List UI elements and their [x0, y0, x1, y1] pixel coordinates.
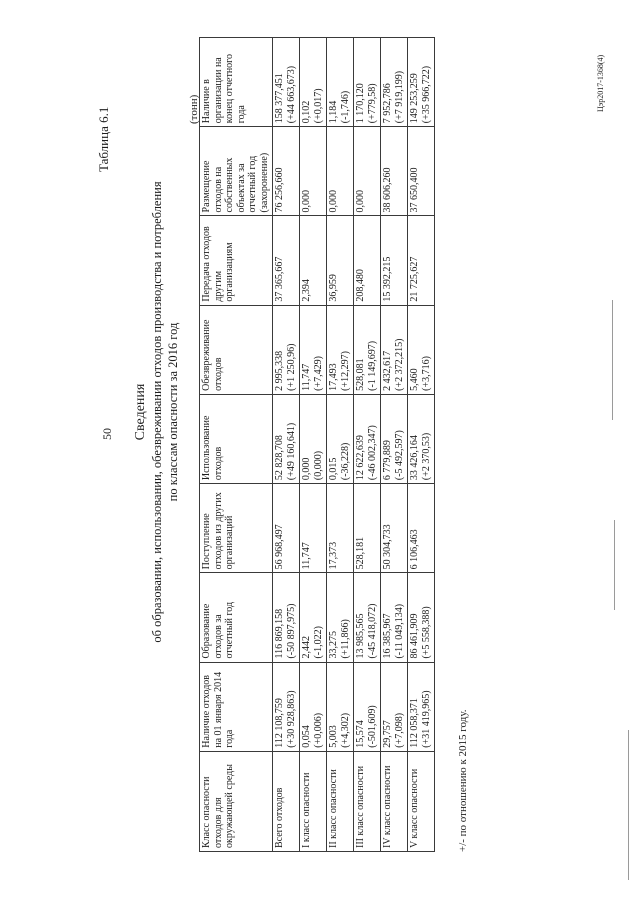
cell-delta: (+30 928,863) — [285, 690, 297, 748]
table-cell — [408, 127, 435, 216]
cell-value: 33 426,164 — [409, 435, 420, 481]
cell-value: 2,394 — [301, 279, 312, 302]
table-cell — [354, 662, 381, 751]
header-cell: Поступление отходов из других организаций — [200, 484, 273, 573]
table-label: Таблица 6.1 — [96, 106, 111, 172]
header-cell: Наличие в организации на конец отчетного года — [200, 38, 273, 127]
header-cell: Обезвреживание отходов — [200, 305, 273, 394]
cell-value: 528,081 — [355, 358, 366, 391]
table-header-row — [200, 38, 273, 852]
waste-table — [199, 37, 435, 852]
cell-delta: (+31 419,965) — [420, 690, 432, 748]
cell-value: 2 995,338 — [274, 350, 285, 391]
cell-delta: (-36,228) — [339, 442, 351, 481]
table-cell — [273, 305, 300, 394]
row-label: III класс опасности — [354, 751, 381, 851]
cell-delta: (-5 492,597) — [393, 430, 405, 481]
table-cell — [381, 484, 408, 573]
header-cell: Использование отходов — [200, 394, 273, 483]
page-number: 50 — [100, 428, 114, 440]
table-cell — [327, 38, 354, 127]
heading-line-2: об образовании, использовании, обезвреживании отходов производства и потребления — [150, 181, 164, 643]
cell-value: 112 058,371 — [409, 698, 420, 748]
table-cell — [273, 216, 300, 305]
cell-value: 0,000 — [301, 457, 312, 481]
cell-value: 13 985,565 — [355, 613, 366, 659]
cell-value: 116 869,158 — [274, 608, 285, 659]
cell-value: 11,747 — [301, 542, 312, 570]
cell-value: 16 385,967 — [382, 613, 393, 659]
table-cell — [327, 305, 354, 394]
cell-delta: (+2 372,215) — [393, 338, 405, 391]
cell-value: 37 365,667 — [274, 256, 285, 302]
cell-value: 38 606,260 — [382, 167, 393, 213]
table-cell — [381, 305, 408, 394]
cell-delta: (+5 558,388) — [420, 606, 432, 659]
table-cell — [327, 484, 354, 573]
footnote: +/- по отношению к 2015 году. — [457, 709, 469, 852]
cell-delta: (+49 160,641) — [285, 422, 297, 481]
table-cell — [354, 484, 381, 573]
cell-delta: (+0,017) — [312, 88, 324, 124]
rotated-content — [4, 2, 640, 872]
cell-value: 11,747 — [301, 363, 312, 391]
header-cell: Размещение отходов на собственных объектах за отчетный год (захоронение) — [200, 127, 273, 216]
cell-value: 37 650,400 — [409, 167, 420, 213]
cell-value: 36,959 — [328, 274, 339, 302]
table-cell — [327, 127, 354, 216]
table-row — [327, 38, 354, 852]
table-row — [354, 38, 381, 852]
cell-value: 5,460 — [409, 368, 420, 391]
table-cell — [300, 305, 327, 394]
cell-delta: (+779,58) — [366, 83, 378, 124]
document-stamp: Цэр2017-1368(4) — [596, 54, 605, 112]
cell-delta: (+2 370,53) — [420, 432, 432, 481]
table-cell — [273, 38, 300, 127]
cell-delta: (-1,746) — [339, 90, 351, 124]
table-cell — [273, 127, 300, 216]
cell-value: 2 432,617 — [382, 350, 393, 391]
table-cell — [354, 573, 381, 662]
cell-delta: (-11 049,134) — [393, 603, 405, 659]
cell-delta: (+7,098) — [393, 712, 405, 748]
cell-delta: (-46 002,347) — [366, 425, 378, 481]
table-cell — [354, 394, 381, 483]
row-label: V класс опасности — [408, 751, 435, 851]
cell-value: 0,054 — [301, 725, 312, 748]
cell-value: 56 968,497 — [274, 524, 285, 570]
unit-label: (тонн) — [188, 94, 200, 124]
cell-value: 112 108,759 — [274, 698, 285, 748]
cell-delta: (-1,022) — [312, 626, 324, 659]
cell-value: 6 779,889 — [382, 440, 393, 481]
cell-delta: (+4,302) — [339, 712, 351, 748]
cell-delta: (+7 919,199) — [393, 70, 405, 124]
table-cell — [408, 305, 435, 394]
table-cell — [354, 127, 381, 216]
cell-value: 208,480 — [355, 269, 366, 302]
header-cell: Класс опасности отходов для окружающей среды — [200, 751, 273, 851]
table-row — [300, 38, 327, 852]
table-row — [408, 38, 435, 852]
table-cell — [300, 38, 327, 127]
heading-line-3: по классам опасности за 2016 год — [166, 322, 180, 502]
cell-value: 0,000 — [301, 189, 312, 213]
cell-value: 21 725,627 — [409, 256, 420, 302]
table-cell — [354, 38, 381, 127]
cell-value: 6 106,463 — [409, 529, 420, 570]
table-cell — [381, 127, 408, 216]
cell-value: 17,493 — [328, 363, 339, 391]
table-row — [381, 38, 408, 852]
cell-delta: (-1 149,697) — [366, 340, 378, 391]
cell-value: 0,000 — [355, 189, 366, 213]
cell-delta: (+0,006) — [312, 712, 324, 748]
table-cell — [327, 662, 354, 751]
table-cell — [381, 38, 408, 127]
cell-value: 149 253,259 — [409, 73, 420, 124]
table-cell — [300, 662, 327, 751]
table-cell — [408, 573, 435, 662]
heading-title: Сведения — [133, 383, 148, 441]
cell-value: 52 828,708 — [274, 435, 285, 481]
cell-delta: (+7,429) — [312, 356, 324, 391]
cell-delta: (+12,297) — [339, 351, 351, 391]
cell-value: 7 952,786 — [382, 83, 393, 124]
cell-value: 33,275 — [328, 631, 339, 659]
cell-delta: (+44 663,673) — [285, 65, 297, 124]
cell-value: 5,003 — [328, 725, 339, 748]
table-cell — [273, 394, 300, 483]
cell-value: 528,181 — [355, 536, 366, 570]
table-cell — [300, 394, 327, 483]
table-cell — [327, 394, 354, 483]
table-cell — [381, 662, 408, 751]
cell-delta: (+11,866) — [339, 619, 351, 659]
table-cell — [300, 216, 327, 305]
row-label: IV класс опасности — [381, 751, 408, 851]
cell-value: 17,373 — [328, 541, 339, 570]
table-cell — [273, 662, 300, 751]
cell-delta: (+1 250,96) — [285, 343, 297, 391]
table-cell — [327, 216, 354, 305]
cell-value: 15 392,215 — [382, 256, 393, 302]
table-cell — [354, 305, 381, 394]
cell-value: 29,757 — [382, 720, 393, 748]
header-cell: Наличие отходов на 01 января 2014 года — [200, 662, 273, 751]
table-cell — [381, 573, 408, 662]
cell-value: 2,442 — [301, 636, 312, 659]
cell-value: 12 622,639 — [355, 435, 366, 481]
row-label: Всего отходов — [273, 751, 300, 851]
cell-value: 1 170,120 — [355, 83, 366, 124]
table-cell — [273, 484, 300, 573]
table-cell — [300, 573, 327, 662]
header-cell: Образование отходов за отчетный год — [200, 573, 273, 662]
table-cell — [408, 216, 435, 305]
table-cell — [300, 484, 327, 573]
cell-value: 76 256,660 — [274, 167, 285, 213]
cell-value: 86 461,909 — [409, 613, 420, 659]
cell-value: 0,015 — [328, 457, 339, 481]
row-label: I класс опасности — [300, 751, 327, 851]
cell-value: 1,184 — [328, 100, 339, 124]
table-cell — [408, 394, 435, 483]
cell-delta: (0,000) — [312, 450, 324, 481]
cell-delta: (+3,716) — [420, 356, 432, 391]
cell-value: 50 304,733 — [382, 524, 393, 570]
cell-delta: (-501,609) — [366, 705, 378, 748]
cell-delta: (-50 897,975) — [285, 603, 297, 659]
table-cell — [354, 216, 381, 305]
cell-value: 0,000 — [328, 189, 339, 213]
table-row — [273, 38, 300, 852]
table-cell — [408, 662, 435, 751]
cell-delta: (+35 966,722) — [420, 65, 432, 124]
cell-value: 15,574 — [355, 720, 366, 748]
table-cell — [381, 216, 408, 305]
table-cell — [327, 573, 354, 662]
table-cell — [408, 38, 435, 127]
cell-value: 0,102 — [301, 100, 312, 124]
table-cell — [300, 127, 327, 216]
table-cell — [381, 394, 408, 483]
table-cell — [408, 484, 435, 573]
header-cell: Передача отходов другим организациям — [200, 216, 273, 305]
cell-value: 158 377,451 — [274, 73, 285, 124]
cell-delta: (-45 418,072) — [366, 603, 378, 659]
table-cell — [273, 573, 300, 662]
row-label: II класс опасности — [327, 751, 354, 851]
